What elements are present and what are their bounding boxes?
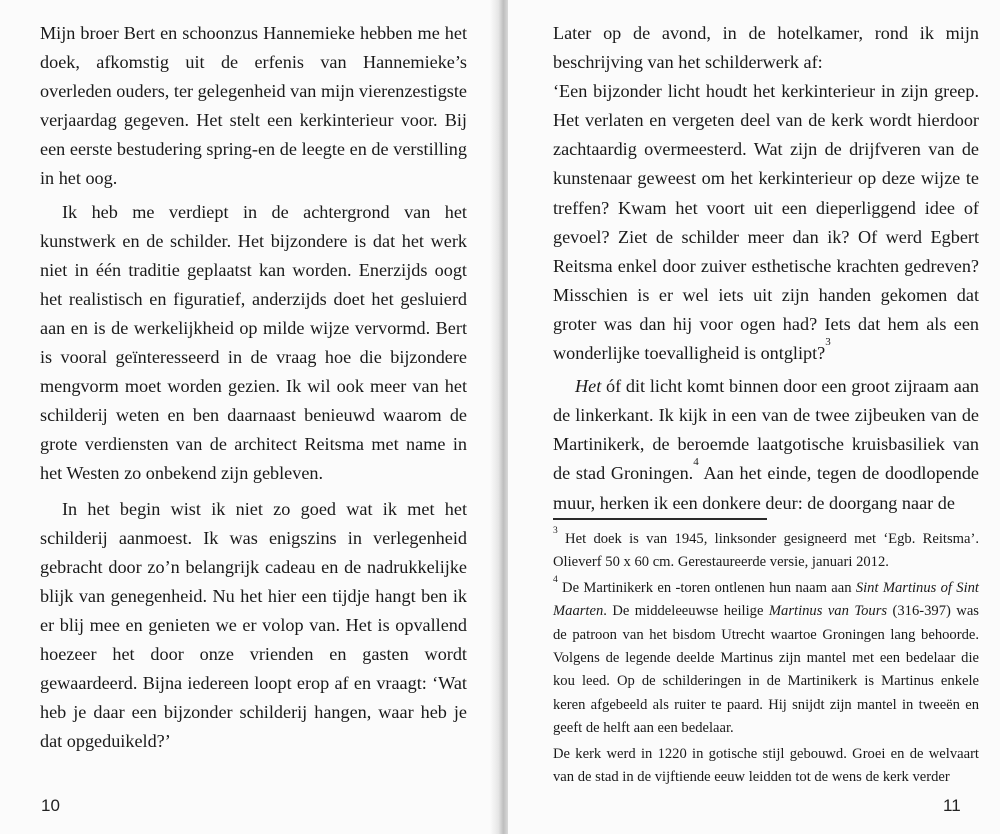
footnote-3 xyxy=(553,528,979,575)
emphasis: Sint Martinus of Sint Maarten xyxy=(553,579,979,620)
paragraph: In het begin wist ik niet zo goed wat ik met het schilderij aanmoest. Ik was enigszins in verlegenheid gebracht door zo’n belangrijk cadeau en de nadrukkelijke blijk van genegenheid. Nu het hier een tijdje hangt ben ik er blij mee en genieten we er volop van. Het is opvallend hoezeer het door onze vrienden en gasten wordt gewaardeerd. Bijna iedereen loopt erop af en vraagt: ‘Wat heb je daar een bijzonder schilderij hangen, waar heb je dat opgeduikeld?’ xyxy=(40,498,467,752)
paragraph xyxy=(553,77,979,368)
emphasis: Martinus van Tours xyxy=(768,603,888,620)
footnotes xyxy=(553,528,979,789)
emphasis: Het xyxy=(575,376,602,397)
footnote-text: Het doek is van 1945, linksonder gesigneerd met ‘Egb. Reitsma’. Olieverf 50 x 60 cm. Gerestaureerde versie, januari 2012. xyxy=(553,531,979,571)
footnote-reference[interactable]: 4 xyxy=(693,456,699,469)
paragraph-text: óf dit licht komt binnen door een groot zijraam aan de linkerkant. Ik kijk in een van de twee zijbeuken van de Martinikerk, de beroemde laatgotische kruisbasiliek van de stad Groningen. xyxy=(553,376,979,484)
right-page xyxy=(508,0,1000,834)
footnote-4 xyxy=(553,574,979,741)
footnote-text: (316-397) was de patroon van het bisdom Utrecht waartoe Groningen lang behoorde. Volgens de legende deelde Martinus zijn mantel met een bedelaar die kou leed. Op de schilderingen in de Martinikerk is Martinus enkele keren afgebeeld als ruiter te paard. Hij snijdt zijn mantel in tweeën en geeft de helft aan een bedelaar. xyxy=(553,603,979,737)
paragraph: Ik heb me verdiept in de achtergrond van het kunstwerk en de schilder. Het bijzondere is dat het werk niet in één traditie geplaatst kan worden. Enerzijds oogt het realistisch en figuratief, anderzijds doet het gesluierd aan en is de werkelijkheid op milde wijze vervormd. Bert is vooral geïnteresseerd in de vraag hoe die bijzondere mengvorm moet worden gezien. Ik wil ook meer van het schilderij weten en ben daarnaast benieuwd waarom de grote verdiensten van de architect Reitsma met name in het Westen zo onbekend zijn gebleven. xyxy=(40,201,467,484)
page-number: 11 xyxy=(943,796,961,815)
paragraph xyxy=(553,372,979,517)
footnote-reference[interactable]: 3 xyxy=(825,336,831,349)
right-page-body xyxy=(553,19,979,518)
page-number: 10 xyxy=(41,796,60,815)
footnote-mark: 3 xyxy=(553,526,558,536)
quote-text: ‘Een bijzonder licht houdt het kerkinterieur in zijn greep. Het verlaten en vergeten deel van de kerk wordt hierdoor zachtaardig overmeesterd. Wat zijn de drijfveren van de kunstenaar geweest om het kerkinterieur op deze wijze te treffen? Kwam het voort uit een dieperliggend idee of gevoel? Ziet de schilder meer dan ik? Of werd Egbert Reitsma enkel door zuiver esthetische krachten gedreven? Misschien is er wel iets uit zijn handen gekomen dat groter was dan hij voor ogen had? Iets dat hem als een wonderlijke toevalligheid is ontglipt? xyxy=(553,81,979,364)
footnote-mark: 4 xyxy=(553,574,558,585)
left-page-body xyxy=(40,19,467,756)
paragraph-text: Aan het einde, tegen de doodlopende muur, herken ik een donkere deur: de doorgang naar de xyxy=(553,463,979,513)
footnote-text: De Martinikerk en -toren ontlenen hun naam aan xyxy=(557,579,856,596)
paragraph: Later op de avond, in de hotelkamer, rond ik mijn beschrijving van het schilderwerk af: xyxy=(553,23,979,73)
footnote-divider xyxy=(553,518,767,520)
paragraph: Mijn broer Bert en schoonzus Hannemieke hebben me het doek, afkomstig uit de erfenis van Hannemieke’s overleden ouders, ter gelegenheid van mijn vierenzestigste verjaardag gegeven. Het stelt een kerkinterieur voor. Bij een eerste bestudering spring-en de leegte en de verstilling in het oog. xyxy=(40,23,467,189)
footnote-continuation: De kerk werd in 1220 in gotische stijl gebouwd. Groei en de welvaart van de stad in de vijftiende eeuw leidden tot de wens de kerk verder xyxy=(553,745,979,786)
footnote-text: . De middeleeuwse heilige xyxy=(603,603,769,620)
